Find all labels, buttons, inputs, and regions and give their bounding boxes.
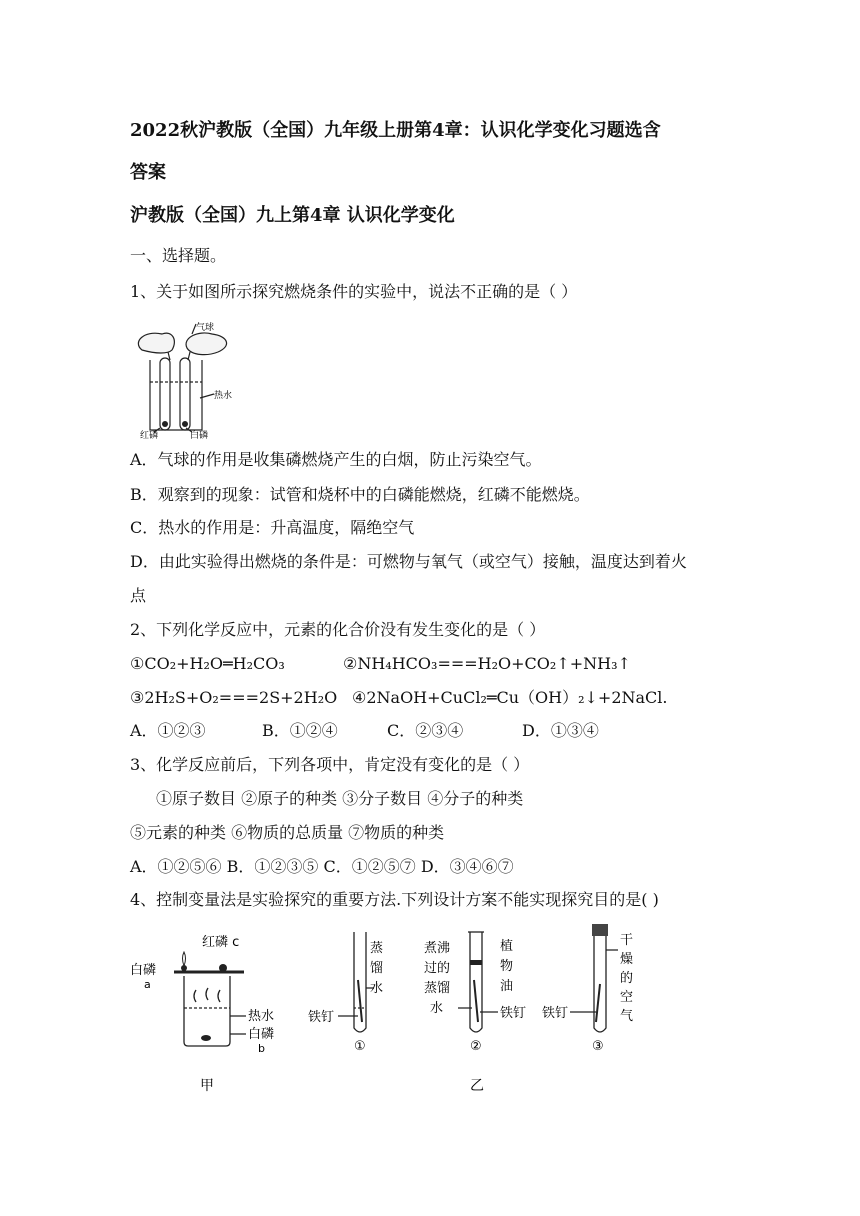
tube1-nail-label: 铁钉: [308, 1010, 335, 1025]
tube3-air-2: 燥: [620, 952, 634, 967]
q2-reaction-3: ③2H₂S+O₂===2S+2H₂O: [130, 688, 338, 707]
q1-option-a: A．气球的作用是收集磷燃烧产生的白烟，防止污染空气。: [130, 450, 542, 469]
label-red-phosphorus: 红磷: [140, 431, 159, 440]
tube1-label-char1: 蒸: [370, 941, 384, 956]
q2-option-b: B．①②④: [262, 721, 338, 740]
label-white-phosphorus: 白磷: [190, 431, 209, 440]
tube2-nail-label: 铁钉: [500, 1006, 527, 1021]
q3-stem: 3、化学反应前后，下列各项中，肯定没有变化的是（ ）: [130, 755, 530, 774]
q1-figure-combustion-apparatus: [132, 320, 242, 440]
tube3-nail-label: 铁钉: [542, 1006, 569, 1021]
tube2-oil-1: 植: [500, 939, 514, 954]
tube1-label-char2: 馏: [370, 961, 384, 976]
q1-option-b: B．观察到的现象：试管和烧杯中的白磷能燃烧，红磷不能燃烧。: [130, 485, 590, 504]
tube3-number: ③: [592, 1039, 604, 1054]
q2-option-c: C．②③④: [387, 721, 464, 740]
label-a: a: [144, 978, 151, 991]
q4-stem: 4、控制变量法是实验探究的重要方法.下列设计方案不能实现探究目的是( ): [130, 890, 659, 909]
tube3-air-3: 的: [620, 971, 634, 986]
q2-reaction-1: ①CO₂+H₂O═H₂CO₃: [130, 654, 285, 673]
doc-title-line1: 2022秋沪教版（全国）九年级上册第4章：认识化学变化习题选含: [130, 120, 661, 141]
q1-stem: 1、关于如图所示探究燃烧条件的实验中，说法不正确的是（ ）: [130, 282, 578, 301]
label-hot-water: 热水: [214, 391, 233, 401]
tube1-label-char3: 水: [370, 981, 384, 996]
tube2-boiled-1: 煮沸: [424, 941, 451, 956]
tube3-air-4: 空: [620, 990, 634, 1005]
tube3-air-5: 气: [620, 1009, 634, 1024]
q1-option-c: C．热水的作用是：升高温度，隔绝空气: [130, 518, 415, 537]
q4-figure-jia: [126, 930, 286, 1100]
q2-option-d: D．①③④: [522, 721, 599, 740]
q1-option-d-line1: D．由此实验得出燃烧的条件是：可燃物与氧气（或空气）接触，温度达到着火: [130, 552, 687, 571]
label-white-phosphorus-b: 白磷: [248, 1027, 275, 1042]
section-heading: 一、选择题。: [130, 246, 227, 265]
tube3-air-1: 干: [620, 933, 634, 948]
tube1-number: ①: [354, 1039, 366, 1054]
label-white-phosphorus-a: 白磷: [130, 963, 157, 978]
label-red-phosphorus-c: 红磷 c: [202, 935, 240, 950]
tube2-oil-2: 物: [500, 959, 514, 974]
doc-title-line2: 答案: [130, 162, 166, 183]
caption-jia: 甲: [200, 1078, 214, 1094]
label-hot-water-jia: 热水: [248, 1009, 275, 1024]
tube2-oil-3: 油: [500, 979, 514, 994]
q4-figure-yi: [308, 922, 648, 1100]
tube2-boiled-2: 过的: [424, 961, 451, 976]
label-balloon: 气球: [196, 323, 215, 333]
tube2-boiled-4: 水: [430, 1001, 444, 1016]
q2-reaction-2: ②NH₄HCO₃===H₂O+CO₂↑+NH₃↑: [343, 654, 631, 673]
caption-yi: 乙: [470, 1078, 484, 1094]
label-b: b: [258, 1042, 265, 1055]
q2-option-a: A．①②③: [130, 721, 206, 740]
tube2-number: ②: [470, 1039, 482, 1054]
q3-options: A．①②⑤⑥ B．①②③⑤ C．①②⑤⑦ D．③④⑥⑦: [130, 857, 514, 876]
q1-option-d-line2: 点: [130, 586, 147, 605]
q3-items-line2: ⑤元素的种类 ⑥物质的总质量 ⑦物质的种类: [130, 823, 445, 842]
q2-stem: 2、下列化学反应中，元素的化合价没有发生变化的是（ ）: [130, 620, 546, 639]
q3-items-line1: ①原子数目 ②原子的种类 ③分子数目 ④分子的种类: [156, 789, 524, 808]
tube2-boiled-3: 蒸馏: [424, 981, 451, 996]
doc-subtitle: 沪教版（全国）九上第4章 认识化学变化: [130, 205, 455, 226]
q2-reaction-4: ④2NaOH+CuCl₂═Cu（OH）₂↓+2NaCl.: [352, 688, 668, 707]
